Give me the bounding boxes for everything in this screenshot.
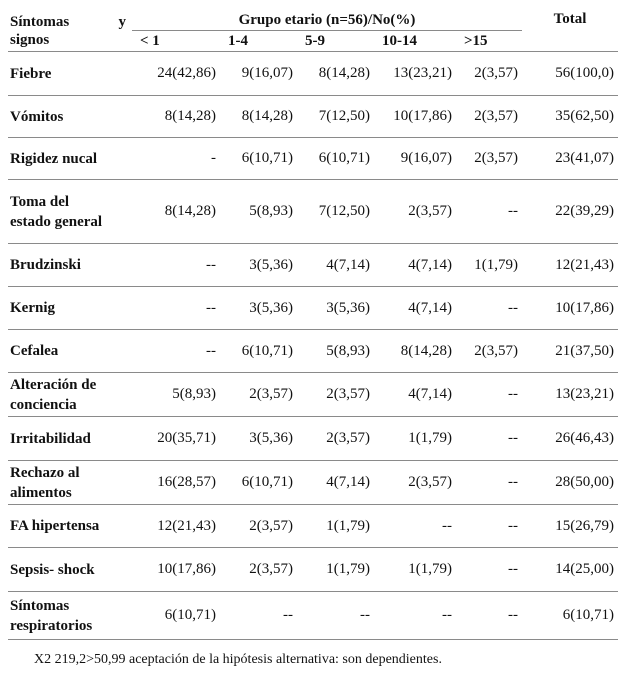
age-header-over-15: >15 [456, 31, 522, 52]
symptoms-header-y: y [118, 13, 126, 30]
table-cell: 3(5,36) [220, 417, 297, 461]
table-cell: -- [456, 592, 522, 640]
table-cell: 6(10,71) [220, 138, 297, 180]
table-cell: 2(3,57) [220, 548, 297, 592]
row-label-text: Alteración de conciencia [10, 376, 97, 413]
table-cell: 6(10,71) [220, 330, 297, 373]
table-cell: 1(1,79) [297, 505, 374, 548]
table-cell: 12(21,43) [132, 505, 220, 548]
table-cell: 6(10,71) [297, 138, 374, 180]
table-cell: 8(14,28) [132, 180, 220, 244]
table-cell: 10(17,86) [132, 548, 220, 592]
table-row [8, 330, 618, 373]
table-cell-total: 14(25,00) [522, 548, 618, 592]
table-cell-total: 23(41,07) [522, 138, 618, 180]
table-cell-total: 56(100,0) [522, 52, 618, 96]
table-cell: -- [374, 505, 456, 548]
row-label: FA hipertensa [8, 505, 132, 548]
table-cell: 16(28,57) [132, 461, 220, 505]
table-row [8, 138, 618, 180]
table-cell: 2(3,57) [456, 96, 522, 138]
row-label: Kernig [8, 287, 132, 330]
table-cell: 8(14,28) [220, 96, 297, 138]
table-cell-total: 26(46,43) [522, 417, 618, 461]
table-cell: 5(8,93) [220, 180, 297, 244]
table-cell: 2(3,57) [456, 330, 522, 373]
table-cell: -- [456, 548, 522, 592]
row-label [8, 592, 132, 640]
table-cell-total: 35(62,50) [522, 96, 618, 138]
row-label: Fiebre [8, 52, 132, 96]
symptoms-header-line2: signos [10, 31, 50, 48]
row-label-text: Rechazo al alimentos [10, 464, 80, 501]
table-cell: -- [456, 461, 522, 505]
row-label [8, 180, 132, 244]
table-cell: 3(5,36) [297, 287, 374, 330]
table-cell: 4(7,14) [297, 461, 374, 505]
age-header-10-14: 10-14 [374, 31, 456, 52]
table-cell: 9(16,07) [220, 52, 297, 96]
table-cell: 4(7,14) [297, 244, 374, 287]
table-cell: 4(7,14) [374, 244, 456, 287]
table-cell-total: 28(50,00) [522, 461, 618, 505]
table-cell-total: 12(21,43) [522, 244, 618, 287]
table-cell-total: 21(37,50) [522, 330, 618, 373]
table-cell: 1(1,79) [374, 548, 456, 592]
table-row [8, 461, 618, 505]
table-row [8, 52, 618, 96]
row-label: Sepsis- shock [8, 548, 132, 592]
table-cell: -- [456, 373, 522, 417]
table-cell: 7(12,50) [297, 96, 374, 138]
table-cell: 13(23,21) [374, 52, 456, 96]
table-cell: 8(14,28) [297, 52, 374, 96]
row-label: Vómitos [8, 96, 132, 138]
table-cell: -- [132, 244, 220, 287]
table-cell: -- [456, 287, 522, 330]
row-label [8, 373, 132, 417]
table-cell: -- [456, 417, 522, 461]
table-cell: 7(12,50) [297, 180, 374, 244]
row-label: Brudzinski [8, 244, 132, 287]
age-group-header: Grupo etario (n=56)/No(%) [132, 6, 522, 31]
table-cell: -- [374, 592, 456, 640]
table-cell: - [132, 138, 220, 180]
table-cell: 9(16,07) [374, 138, 456, 180]
age-header-5-9: 5-9 [297, 31, 374, 52]
table-cell: 2(3,57) [374, 180, 456, 244]
row-label: Cefalea [8, 330, 132, 373]
table-cell: 8(14,28) [132, 96, 220, 138]
table-cell-total: 22(39,29) [522, 180, 618, 244]
table-cell: 5(8,93) [297, 330, 374, 373]
table-row [8, 96, 618, 138]
symptoms-header-line1: Síntomas [10, 13, 70, 30]
table-cell: 3(5,36) [220, 287, 297, 330]
table-cell-total: 15(26,79) [522, 505, 618, 548]
table-cell: 1(1,79) [297, 548, 374, 592]
row-label-text: Síntomas respiratorios [10, 597, 93, 634]
table-cell: 4(7,14) [374, 373, 456, 417]
table-row [8, 592, 618, 640]
table-cell-total: 10(17,86) [522, 287, 618, 330]
table-row [8, 287, 618, 330]
table-cell: -- [456, 505, 522, 548]
table-cell: 2(3,57) [220, 373, 297, 417]
symptoms-by-age-table [8, 6, 618, 640]
row-label: Rigidez nucal [8, 138, 132, 180]
row-label: Irritabilidad [8, 417, 132, 461]
table-cell: 4(7,14) [374, 287, 456, 330]
table-cell: 8(14,28) [374, 330, 456, 373]
table-cell-total: 6(10,71) [522, 592, 618, 640]
age-header-under-1: < 1 [132, 31, 220, 52]
table-row [8, 505, 618, 548]
row-label-text: Toma del estado general [10, 193, 103, 230]
table-row [8, 244, 618, 287]
table-cell: -- [132, 287, 220, 330]
symptoms-table-container [8, 6, 618, 640]
table-cell: -- [456, 180, 522, 244]
table-cell: 5(8,93) [132, 373, 220, 417]
table-cell: 2(3,57) [297, 417, 374, 461]
chi-square-footnote: X2 219,2>50,99 aceptación de la hipótesis alternativa: son dependientes. [34, 652, 442, 667]
table-cell: 2(3,57) [374, 461, 456, 505]
table-cell: 1(1,79) [456, 244, 522, 287]
table-row [8, 373, 618, 417]
table-cell: 3(5,36) [220, 244, 297, 287]
table-cell: 2(3,57) [220, 505, 297, 548]
table-row [8, 548, 618, 592]
table-cell: 10(17,86) [374, 96, 456, 138]
table-cell: 20(35,71) [132, 417, 220, 461]
table-cell: 24(42,86) [132, 52, 220, 96]
table-row [8, 417, 618, 461]
row-label [8, 461, 132, 505]
age-header-1-4: 1-4 [220, 31, 297, 52]
table-cell: 2(3,57) [456, 52, 522, 96]
symptoms-column-header [8, 6, 132, 52]
total-column-header: Total [522, 6, 618, 52]
table-cell: -- [297, 592, 374, 640]
table-cell: -- [220, 592, 297, 640]
table-cell: 6(10,71) [220, 461, 297, 505]
table-cell: 6(10,71) [132, 592, 220, 640]
table-cell: -- [132, 330, 220, 373]
table-cell: 1(1,79) [374, 417, 456, 461]
table-cell: 2(3,57) [456, 138, 522, 180]
table-cell-total: 13(23,21) [522, 373, 618, 417]
table-row [8, 180, 618, 244]
table-cell: 2(3,57) [297, 373, 374, 417]
